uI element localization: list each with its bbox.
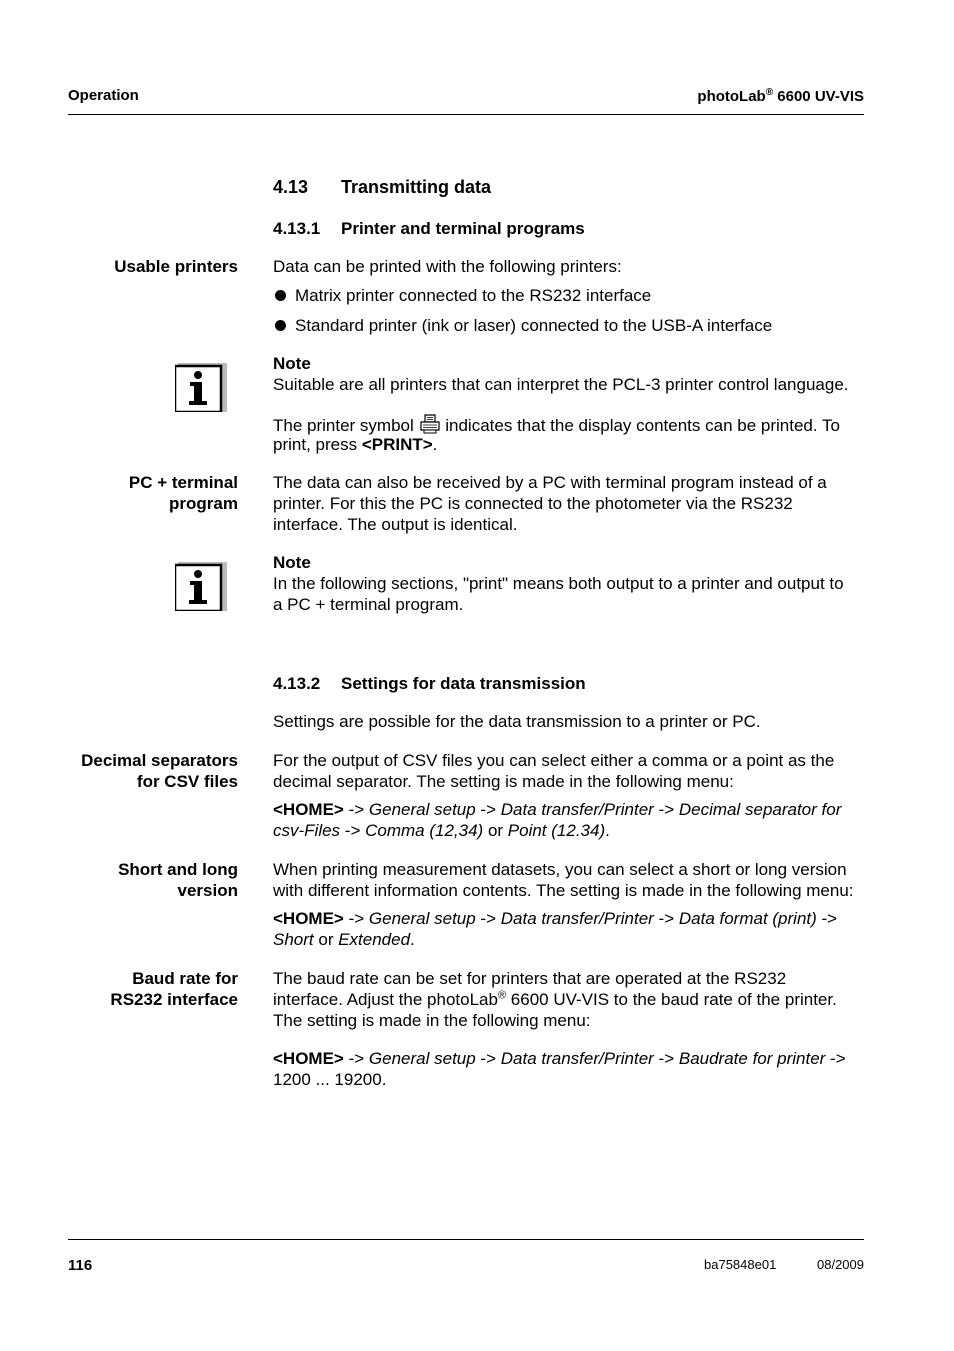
note-text: In the following sections, "print" means both output to a printer and output to a PC + terminal program.	[273, 574, 844, 614]
header-rule	[68, 114, 864, 115]
note-text: Suitable are all printers that can interpret the PCL-3 printer control language.	[273, 375, 849, 394]
settings-intro: Settings are possible for the data transmission to a printer or PC.	[273, 712, 761, 731]
section-heading: 4.13 Transmitting data	[273, 177, 492, 197]
baud-paragraph: The baud rate can be set for printers that are operated at the RS232 interface. Adjust the photoLab® 6600 UV-VIS to the baud rate of the printer. The setting is made in the following menu:	[273, 969, 837, 1030]
header-product-name: photoLab® 6600 UV-VIS	[697, 87, 864, 105]
note-heading: Note	[273, 553, 311, 572]
decimal-menu-path: <HOME> -> General setup -> Data transfer/Printer -> Decimal separator for csv-Files -> Comma (12,34) or Point (12.34).	[273, 800, 842, 840]
print-key-paragraph: print, press <PRINT>.	[273, 435, 438, 454]
info-icon	[175, 559, 227, 611]
margin-label-short-long: Short and long version	[118, 860, 238, 900]
short-long-paragraph: When printing measurement datasets, you can select a short or long version with different information contents. The setting is made in the following menu:	[273, 860, 854, 900]
note-heading: Note	[273, 354, 311, 373]
info-icon	[175, 360, 227, 412]
subsection-heading-1: 4.13.1 Printer and terminal programs	[273, 219, 585, 238]
margin-label-usable-printers: Usable printers	[114, 257, 238, 276]
print-symbol-paragraph: The printer symbol indicates that the display contents can be printed. To	[273, 413, 873, 436]
document-id: ba75848e01	[704, 1257, 777, 1272]
baud-menu-path: <HOME> -> General setup -> Data transfer/Printer -> Baudrate for printer -> 1200 ... 19200.	[273, 1049, 846, 1089]
page-number: 116	[68, 1257, 93, 1274]
usable-printers-intro: Data can be printed with the following printers:	[273, 257, 622, 276]
footer-rule	[68, 1239, 864, 1240]
decimal-paragraph: For the output of CSV files you can select either a comma or a point as the decimal separator. The setting is made in the following menu:	[273, 751, 835, 791]
pc-terminal-paragraph: The data can also be received by a PC with terminal program instead of a printer. For this the PC is connected to the photometer via the RS232 interface. The output is identical.	[273, 473, 827, 534]
bullet-icon	[275, 320, 286, 331]
margin-label-pc-terminal: PC + terminal program	[128, 473, 238, 513]
document-date: 08/2009	[817, 1257, 864, 1272]
bullet-icon	[275, 290, 286, 301]
short-long-menu-path: <HOME> -> General setup -> Data transfer/Printer -> Data format (print) -> Short or Extended.	[273, 909, 838, 949]
margin-label-decimal-separators: Decimal separators for CSV files	[81, 751, 238, 791]
printer-icon	[419, 413, 441, 435]
header-section-name: Operation	[68, 87, 139, 104]
margin-label-baud-rate: Baud rate for RS232 interface	[110, 969, 238, 1009]
subsection-heading-2: 4.13.2 Settings for data transmission	[273, 674, 586, 693]
